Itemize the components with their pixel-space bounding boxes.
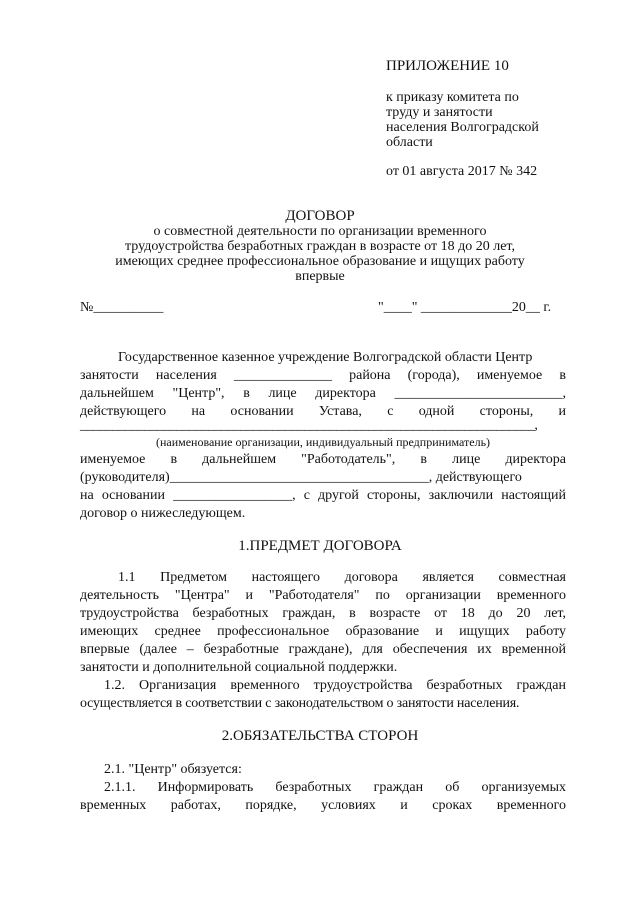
preamble-line: (руководителя)_____________________________________, действующего [80,470,522,485]
order-date: от 01 августа 2017 № 342 [386,164,538,179]
preamble-line: действующего на основании Устава, с одной стороны, и [80,404,566,419]
preamble-line: Государственное казенное учреждение Волгоградской области Центр [118,350,533,365]
section-1-line: имеющих среднее профессиональное образование и ищущих работу [80,624,566,639]
subtitle-line: трудоустройства безработных граждан в возрасте от 18 до 20 лет, [125,239,515,254]
order-line: области [386,135,433,150]
preamble-line: занятости населения ______________ района (города), именуемое в [80,368,566,383]
section-2-line: 2.1. "Центр" обязуется: [104,762,242,777]
section-2-line: 2.1.1. Информировать безработных граждан об организуемых [104,780,566,795]
section-1-line: осуществляется в соответствии с законодательством о занятости населения. [80,696,520,711]
document-title: ДОГОВОР [285,208,355,224]
section-1-line: 1.1 Предметом настоящего договора является совместная [118,570,566,585]
appendix-label: ПРИЛОЖЕНИЕ 10 [386,58,509,74]
order-reference [386,90,539,150]
preamble-line: на основании _________________, с другой стороны, заключили настоящий [80,488,566,503]
section-1-heading: 1.ПРЕДМЕТ ДОГОВОРА [238,538,402,554]
order-line: труду и занятости [386,105,493,120]
contract-number: №__________ [80,300,164,315]
document-subtitle [0,224,640,284]
preamble-line: договор о нижеследующем. [80,506,246,521]
contract-date: "____" _____________20__ г. [378,300,552,315]
preamble-line: именуемое в дальнейшем "Работодатель", в лице директора [80,452,566,467]
section-2-line: временных работах, порядке, условиях и сроках временного [80,798,566,813]
employer-name-note: (наименование организации, индивидуальный предприниматель) [155,435,491,449]
subtitle-line: впервые [295,269,345,284]
section-1-line: впервые (далее – безработные граждане), для обеспечения их временной [80,642,566,657]
order-line: к приказу комитета по [386,90,519,105]
subtitle-line: имеющих среднее профессиональное образование и ищущих работу [115,254,525,269]
section-1-line: трудоустройства безработных граждан, в возрасте от 18 до 20 лет, [80,606,566,621]
employer-name-line: _______________________________________________________________________, [80,418,538,433]
section-1-line: занятости и дополнительной социальной поддержки. [80,660,398,675]
section-1-line: деятельность "Центра" и "Работодателя" по организации временного [80,588,566,603]
order-line: населения Волгоградской [386,120,539,135]
subtitle-line: о совместной деятельности по организации временного [153,224,487,239]
section-1-line: 1.2. Организация временного трудоустройства безработных граждан [104,678,566,693]
section-2-heading: 2.ОБЯЗАТЕЛЬСТВА СТОРОН [221,728,419,744]
preamble-line: дальнейшем "Центр", в лице директора ________________________, [80,386,566,401]
